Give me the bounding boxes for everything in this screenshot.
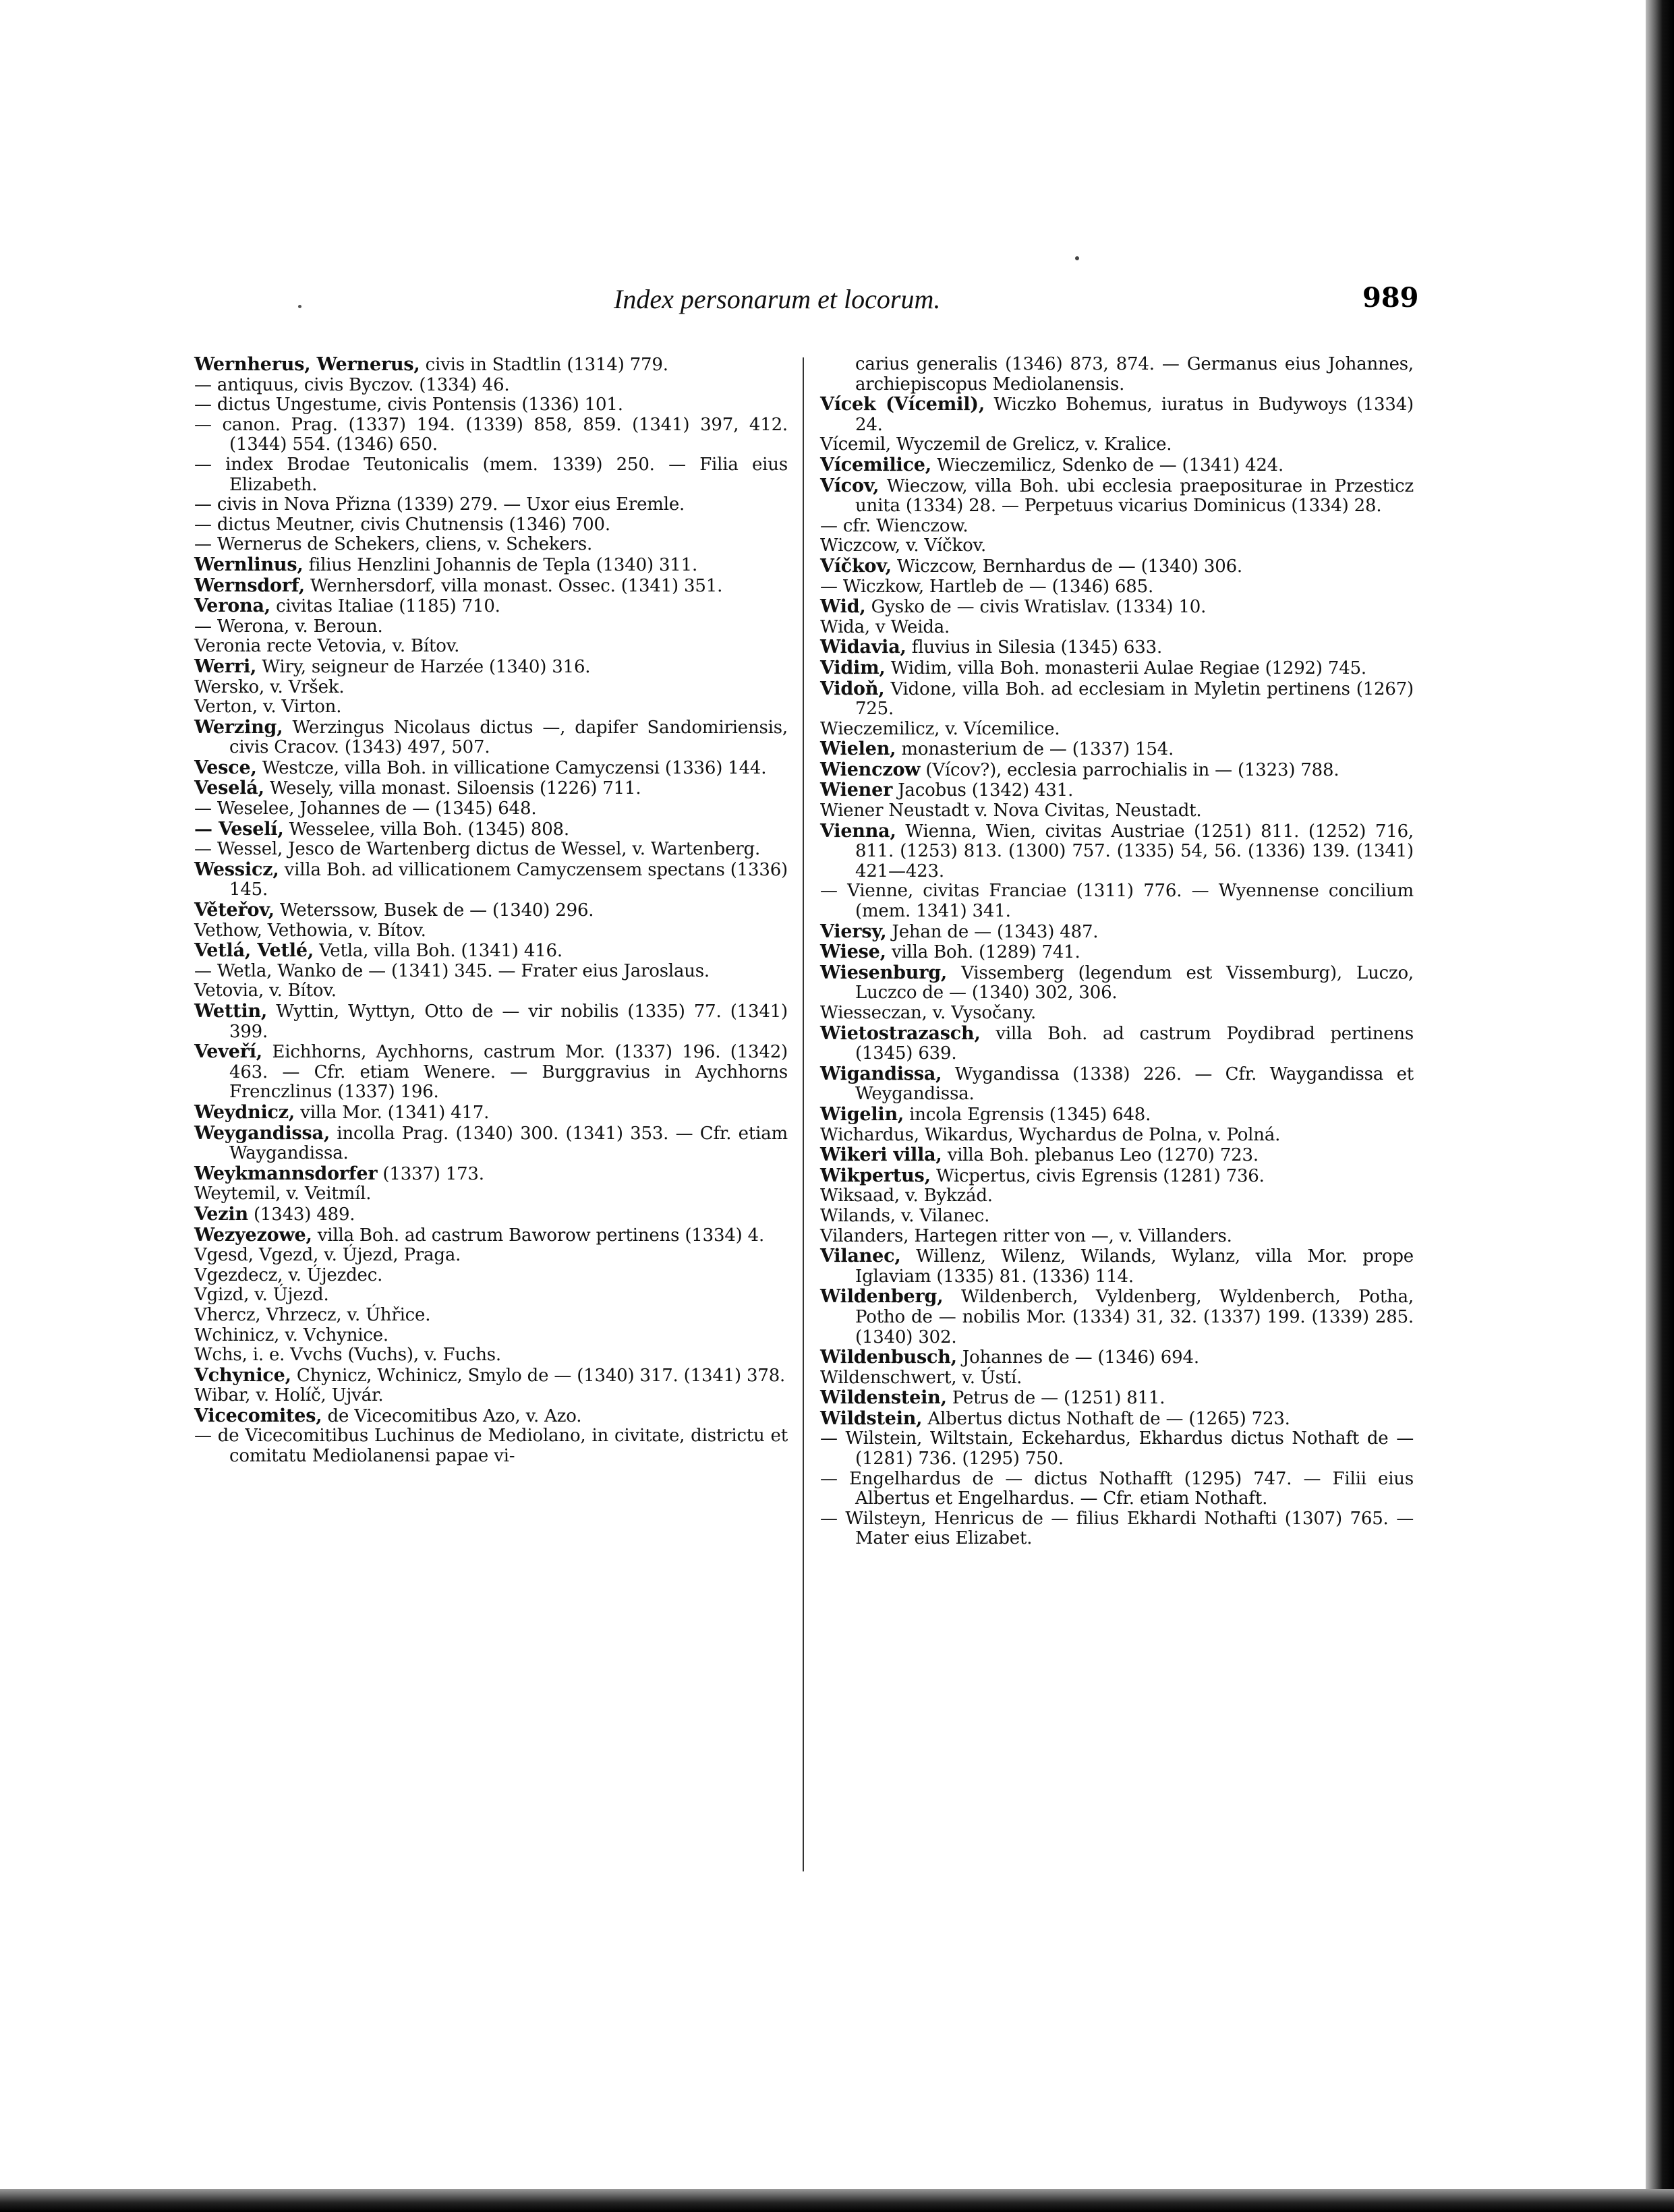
entry-text: Wiesseczan, v. Vysočany. [820,1003,1037,1023]
entry-text: Jehan de — (1343) 487. [886,921,1099,942]
entry-text: Jacobus (1342) 431. [892,780,1074,801]
entry-text: incolla Prag. (1340) 300. (1341) 353. — Cfr. etiam Waygandissa. [229,1123,788,1164]
entry-text: — Wiczkow, Hartleb de — (1346) 685. [820,576,1154,597]
entry-text: Wiksaad, v. Bykzád. [820,1186,993,1206]
entry-headword: Vezin [194,1203,248,1225]
entry-text: — Werona, v. Beroun. [194,616,383,637]
entry-text: Vhercz, Vhrzecz, v. Úhřice. [194,1304,431,1325]
entry-text: Wienna, Wien, civitas Austriae (1251) 811. (1252) 716, 811. (1253) 813. (1300) 757. (1335) 54, 56. (1336) 139. (1341) 421—423. [855,821,1414,881]
scan-speck [1075,256,1079,260]
entry-text: Vgesd, Vgezd, v. Újezd, Praga. [194,1245,461,1266]
entry-headword: Verona, [194,595,271,617]
entry-headword: Weygandissa, [194,1122,330,1144]
entry-headword: Wikpertus, [820,1165,931,1186]
entry-headword: Vetlá, Vetlé, [194,940,314,962]
index-entry [820,1409,1414,1430]
index-entry [194,1103,788,1124]
index-entry [194,1426,788,1466]
index-entry [820,1166,1414,1187]
entry-text: — Engelhardus de — dictus Nothafft (1295) 747. — Filii eius Albertus et Engelhardus. — Cfr. etiam Nothaft. [820,1468,1414,1509]
entry-text: (Vícov?), ecclesia parrochialis in — (1323) 788. [920,759,1339,780]
entry-text: Albertus dictus Nothaft de — (1265) 723. [922,1408,1290,1429]
index-entry [820,1126,1414,1146]
entry-headword: Vidim, [820,657,886,678]
entry-text: Vilanders, Hartegen ritter von —, v. Villanders. [820,1225,1232,1246]
entry-headword: Vícek (Vícemil), [820,394,985,415]
entry-headword: Wezyezowe, [194,1224,312,1246]
entry-text: Westcze, villa Boh. in villicatione Camyczensi (1336) 144. [256,757,767,778]
entry-text: Wieczow, villa Boh. ubi ecclesia praepositurae in Przesticz unita (1334) 28. — Perpetuus vicarius Dominicus (1334) 28. [855,475,1414,517]
index-entry [820,1347,1414,1368]
index-entry [194,900,788,921]
index-entry [820,1145,1414,1166]
index-entry [820,1429,1414,1469]
index-entry [820,1227,1414,1247]
entry-text: Chynicz, Wchinicz, Smylo de — (1340) 317. (1341) 378. [291,1365,786,1386]
entry-headword: Wiese, [820,941,886,963]
entry-text: Wiczko Bohemus, iuratus in Budywoys (1334) 24. [855,395,1414,435]
entry-text: — index Brodae Teutonicalis (mem. 1339) 250. — Filia eius Elizabeth. [194,454,788,495]
entry-headword: Viersy, [820,921,887,942]
entry-headword: Víčkov, [820,555,892,577]
index-entry [194,1306,788,1326]
entry-text: — dictus Meutner, civis Chutnensis (1346) 700. [194,514,610,535]
index-entry [820,658,1414,679]
entry-text: Wersko, v. Vršek. [194,676,345,697]
index-entry [820,1287,1414,1347]
index-entry [194,697,788,718]
entry-text: Eichhorns, Aychhorns, castrum Mor. (1337) 196. (1342) 463. — Cfr. etiam Wenere. — Burggravius in Aychhorns Frenczlinus (1337) 196. [229,1042,788,1103]
entry-headword: Vienna, [820,820,896,842]
index-entry [820,821,1414,882]
entry-text: Weytemil, v. Veitmíl. [194,1184,372,1204]
index-entry [194,1326,788,1346]
entry-text: villa Boh. ad castrum Poydibrad pertinens (1345) 639. [855,1023,1414,1064]
entry-text: — Wetla, Wanko de — (1341) 345. — Frater eius Jaroslaus. [194,960,710,981]
index-column-left [194,355,788,1467]
entry-headword: Wikeri villa, [820,1144,942,1166]
entry-text: civis in Stadtlin (1314) 779. [420,355,668,375]
index-entry [820,881,1414,921]
index-entry [194,1246,788,1266]
entry-text: Wesselee, villa Boh. (1345) 808. [283,819,569,840]
entry-text: — Weselee, Johannes de — (1345) 648. [194,798,537,819]
index-entry [820,1024,1414,1064]
entry-text: Vgezdecz, v. Újezdec. [194,1264,383,1285]
index-entry [820,517,1414,537]
index-entry [820,963,1414,1003]
entry-text: Wchinicz, v. Vchynice. [194,1325,388,1345]
page-number: 989 [1362,282,1419,314]
entry-text: incola Egrensis (1345) 648. [904,1104,1151,1125]
entry-text: villa Mor. (1341) 417. [295,1102,490,1123]
entry-text: Wiener Neustadt v. Nova Civitas, Neustadt. [820,801,1202,821]
index-entry [194,1001,788,1042]
index-entry [820,435,1414,455]
index-entry [820,395,1414,435]
entry-text: Vícemil, Wyczemil de Grelicz, v. Kralice. [820,434,1172,455]
entry-headword: Wigelin, [820,1103,904,1125]
index-entry [194,415,788,455]
index-entry [820,455,1414,476]
entry-text: — Wessel, Jesco de Wartenberg dictus de Wessel, v. Wartenberg. [194,839,761,860]
index-entry [194,718,788,758]
index-entry [820,1509,1414,1549]
entry-text: villa Boh. (1289) 741. [886,942,1080,963]
index-entry [820,1105,1414,1126]
index-entry [194,778,788,799]
index-entry [194,1184,788,1204]
entry-text: Wildenberch, Vyldenberg, Wyldenberch, Potha, Potho de — nobilis Mor. (1334) 31, 32. (1337) 199. (1339) 285. (1340) 302. [855,1287,1414,1347]
index-entry [820,355,1414,395]
entry-text: Vethow, Vethowia, v. Bítov. [194,920,426,941]
index-entry [194,941,788,962]
entry-text: — civis in Nova Přizna (1339) 279. — Uxor eius Eremle. [194,494,685,515]
running-header [600,282,1419,324]
entry-text: — Wilsteyn, Henricus de — filius Ekhardi Nothafti (1307) 765. — Mater eius Elizabet. [820,1508,1414,1549]
entry-headword: Wildstein, [820,1407,923,1429]
entry-text: Wygandissa (1338) 226. — Cfr. Waygandissa et Weygandissa. [855,1064,1414,1105]
index-entry [194,678,788,698]
entry-text: Verton, v. Virton. [194,697,342,718]
entry-headword: Wildenbusch, [820,1347,957,1368]
index-entry [820,942,1414,963]
entry-headword: Werri, [194,656,257,677]
index-entry [820,760,1414,781]
index-entry [194,1285,788,1306]
entry-headword: Wernsdorf, [194,575,305,596]
index-entry [194,1406,788,1427]
index-entry [194,758,788,779]
entry-headword: Wettin, [194,1001,268,1022]
entry-text: — canon. Prag. (1337) 194. (1339) 858, 859. (1341) 397, 412. (1344) 554. (1346) 650. [194,414,788,455]
entry-headword: Wildenstein, [820,1387,947,1409]
index-entry [820,536,1414,556]
header-title: Index personarum et locorum. [614,284,941,314]
index-entry [820,1469,1414,1509]
entry-headword: Vícov, [820,475,879,496]
entry-text: Wiczcow, Bernhardus de — (1340) 306. [891,556,1242,577]
index-entry [820,637,1414,658]
entry-headword: Werzing, [194,716,283,738]
index-entry [194,596,788,617]
index-entry [194,455,788,495]
index-entry [194,576,788,597]
index-entry [194,555,788,576]
index-entry [820,1206,1414,1227]
entry-text: Vgizd, v. Újezd. [194,1285,329,1306]
index-entry [820,720,1414,740]
entry-text: (1343) 489. [248,1204,355,1225]
entry-text: Wieczemilicz, Sdenko de — (1341) 424. [931,455,1284,475]
entry-text: de Vicecomitibus Azo, v. Azo. [322,1405,582,1426]
entry-text: — cfr. Wienczow. [820,515,969,536]
index-entry [194,962,788,982]
entry-headword: Veveří, [194,1041,262,1063]
index-entry [194,1164,788,1185]
entry-text: fluvius in Silesia (1345) 633. [906,637,1163,658]
column-divider [803,357,804,1871]
entry-text: Wiry, seigneur de Harzée (1340) 316. [256,656,591,677]
entry-headword: Vchynice, [194,1364,291,1386]
entry-text: Wildenschwert, v. Ústí. [820,1367,1022,1388]
entry-text: — Vienne, civitas Franciae (1311) 776. — Wyennense concilium (mem. 1341) 341. [820,881,1414,922]
entry-text: Gysko de — civis Wratislav. (1334) 10. [865,597,1207,618]
index-entry [194,355,788,376]
index-entry [194,860,788,900]
index-entry [820,1368,1414,1389]
index-entry [194,1225,788,1246]
entry-text: Wicpertus, civis Egrensis (1281) 736. [930,1165,1265,1186]
entry-text: villa Boh. ad villicationem Camyczensem spectans (1336) 145. [229,859,788,900]
entry-headword: Wigandissa, [820,1063,942,1084]
entry-text: Wieczemilicz, v. Vícemilice. [820,718,1060,739]
entry-text: civitas Italiae (1185) 710. [270,596,500,617]
entry-headword: Vicecomites, [194,1405,322,1426]
entry-headword: Wielen, [820,738,896,760]
entry-text: Petrus de — (1251) 811. [946,1388,1165,1409]
entry-text: Wiczcow, v. Víčkov. [820,535,987,556]
entry-headword: Wietostrazasch, [820,1022,981,1044]
index-entry [194,495,788,515]
index-entry [194,1266,788,1286]
index-entry [820,476,1414,517]
entry-headword: Vilanec, [820,1246,901,1267]
entry-headword: — Veselí, [194,818,284,840]
entry-text: Wchs, i. e. Vvchs (Vuchs), v. Fuchs. [194,1345,501,1366]
entry-headword: Weydnicz, [194,1101,295,1123]
index-entry [194,1204,788,1225]
index-entry [820,1003,1414,1024]
index-entry [820,597,1414,618]
entry-text: Weterssow, Busek de — (1340) 296. [274,900,594,921]
index-entry [820,679,1414,720]
entry-headword: Wiesenburg, [820,962,948,983]
index-entry [194,1366,788,1387]
entry-headword: Wildenberg, [820,1286,944,1308]
entry-headword: Věteřov, [194,900,275,921]
scan-edge-bottom [0,2189,1674,2212]
entry-text: Wichardus, Wikardus, Wychardus de Polna, v. Polná. [820,1124,1281,1145]
index-entry [194,1042,788,1103]
entry-headword: Vícemilice, [820,454,931,475]
index-entry [820,577,1414,598]
index-entry [820,801,1414,821]
entry-headword: Vesce, [194,757,257,778]
index-entry [194,1345,788,1366]
entry-text: Wernhersdorf, villa monast. Ossec. (1341) 351. [304,575,723,596]
entry-headword: Wid, [820,596,866,618]
index-entry [820,556,1414,577]
index-column-right [820,355,1414,1549]
index-entry [194,819,788,840]
entry-text: carius generalis (1346) 873, 874. — Germanus eius Johannes, archiepiscopus Mediolanensis. [855,354,1414,395]
entry-headword: Weykmannsdorfer [194,1163,378,1184]
entry-headword: Wernlinus, [194,554,304,575]
entry-text: Vetla, villa Boh. (1341) 416. [314,941,562,962]
index-entry [194,535,788,555]
index-entry [820,780,1414,801]
index-entry [194,637,788,657]
entry-text: — dictus Ungestume, civis Pontensis (1336) 101. [194,395,623,415]
entry-text: monasterium de — (1337) 154. [896,739,1174,760]
entry-text: Widim, villa Boh. monasterii Aulae Regiae (1292) 745. [885,658,1366,678]
scan-edge-right [1646,0,1674,2212]
entry-text: filius Henzlini Johannis de Tepla (1340) 311. [303,554,698,575]
index-entry [194,1124,788,1164]
entry-text: Wilands, v. Vilanec. [820,1205,990,1226]
entry-text: Wesely, villa monast. Siloensis (1226) 711. [264,778,641,799]
entry-text: Wida, v Weida. [820,616,950,637]
index-entry [820,1388,1414,1409]
entry-text: — antiquus, civis Byczov. (1334) 46. [194,374,510,395]
entry-text: Veronia recte Vetovia, v. Bítov. [194,636,460,657]
entry-text: villa Boh. plebanus Leo (1270) 723. [942,1145,1259,1166]
entry-text: Johannes de — (1346) 694. [956,1347,1199,1368]
entry-headword: Wernherus, Wernerus, [194,354,420,375]
index-entry [820,739,1414,760]
entry-headword: Wessicz, [194,858,279,880]
entry-headword: Widavia, [820,637,906,658]
entry-text: Willenz, Wilenz, Wilands, Wylanz, villa Mor. prope Iglaviam (1335) 81. (1336) 114. [855,1246,1414,1287]
entry-text: (1337) 173. [377,1163,484,1184]
entry-headword: Veselá, [194,778,264,799]
entry-headword: Vidoň, [820,678,885,699]
entry-text: Vissemberg (legendum est Vissemburg), Luczo, Luczco de — (1340) 302, 306. [855,962,1414,1003]
index-entry [820,1186,1414,1206]
index-entry [194,840,788,860]
entry-text: — de Vicecomitibus Luchinus de Mediolano, in civitate, districtu et comitatu Mediolanensi papae vi- [194,1426,788,1467]
index-entry [194,376,788,396]
index-entry [820,1064,1414,1105]
entry-text: Wibar, v. Holíč, Ujvár. [194,1385,384,1406]
entry-text: villa Boh. ad castrum Baworow pertinens (1334) 4. [312,1225,765,1246]
index-entry [820,1246,1414,1287]
entry-text: Werzingus Nicolaus dictus —, dapifer Sandomiriensis, civis Cracov. (1343) 497, 507. [229,717,788,758]
index-entry [194,799,788,819]
index-entry [194,617,788,637]
index-entry [194,921,788,941]
index-entry [194,981,788,1001]
entry-text: — Wilstein, Wiltstain, Eckehardus, Ekhardus dictus Nothaft de — (1281) 736. (1295) 750. [820,1428,1414,1469]
index-entry [820,922,1414,943]
index-entry [194,515,788,535]
entry-headword: Wienczow [820,759,921,780]
entry-text: Vetovia, v. Bítov. [194,981,337,1001]
index-entry [820,618,1414,638]
index-entry [194,1386,788,1406]
scan-speck [298,305,301,308]
entry-headword: Wiener [820,780,893,801]
index-entry [194,395,788,415]
index-entry [194,657,788,678]
entry-text: Wyttin, Wyttyn, Otto de — vir nobilis (1335) 77. (1341) 399. [229,1001,788,1042]
entry-text: — Wernerus de Schekers, cliens, v. Schekers. [194,534,593,555]
entry-text: Vidone, villa Boh. ad ecclesiam in Myletin pertinens (1267) 725. [855,678,1414,720]
